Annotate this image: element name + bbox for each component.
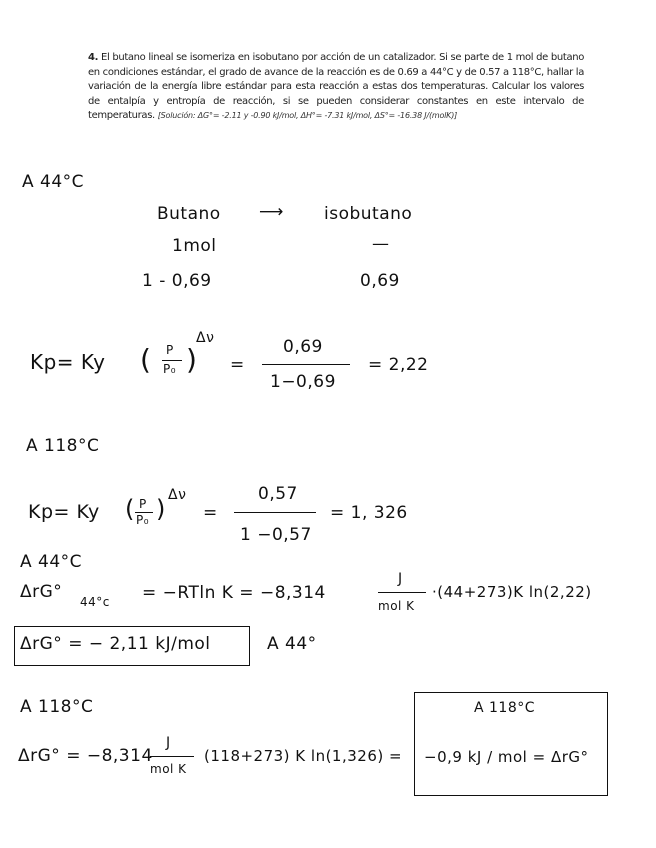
equilibrium-product: 0,69 xyxy=(360,271,400,291)
product-label: isobutano xyxy=(324,204,413,224)
kp-44-lhs: Kp= Ky xyxy=(30,350,106,374)
kp-44-fraction-bar xyxy=(262,364,350,365)
kp-118-lhs: Kp= Ky xyxy=(28,501,100,523)
kp-118-denominator: 1 −0,57 xyxy=(240,525,312,545)
dg-44-note: A 44° xyxy=(267,634,317,654)
unit-j-118: J xyxy=(166,735,171,751)
heading-118c-second: A 118°C xyxy=(20,697,94,717)
dg-118-expression: ΔrG° = −8,314 xyxy=(18,746,153,766)
heading-44c: A 44°C xyxy=(22,172,85,192)
equilibrium-reactant: 1 - 0,69 xyxy=(142,271,212,291)
kp-44-paren-open: ( xyxy=(140,343,152,376)
heading-118c: A 118°C xyxy=(26,436,100,456)
dg-44-result: ΔrG° = − 2,11 kJ/mol xyxy=(20,634,211,654)
initial-product: — xyxy=(372,234,390,254)
dg-44-tail: ·(44+273)K ln(2,22) xyxy=(432,583,592,601)
unit-molk-44: mol K xyxy=(378,599,415,613)
kp-118-result: = 1, 326 xyxy=(330,503,408,523)
dg-118-tail: (118+273) K ln(1,326) = xyxy=(204,747,403,765)
kp-44-exponent: Δν xyxy=(196,330,215,346)
unit-118-bar xyxy=(150,756,194,757)
unit-j-44: J xyxy=(398,571,403,587)
dg-118-result: −0,9 kJ / mol = ΔrG° xyxy=(424,748,589,766)
problem-number: 4. xyxy=(88,52,99,63)
problem-statement xyxy=(88,51,584,124)
problem-text: El butano lineal se isomeriza en isobutano por acción de un catalizador. Si se parte de 1 mol de butano en condiciones estándar, el grado de avance de la reacción es de 0.69 a 44°C y de 0.57 a 118°C, hallar la variación de la energía libre estándar para esta reacción a estas dos temperaturas. Calcular los valores de entalpía y entropía de reacción, si se pueden considerar constantes en este intervalo de temperaturas. xyxy=(88,52,584,122)
kp-118-p: P xyxy=(139,497,147,511)
kp-118-equals: = xyxy=(203,503,218,523)
kp-118-paren-open: ( xyxy=(125,495,135,523)
dg-44-lhs: ΔrG° xyxy=(20,582,63,602)
dg-44-expression: = −RTln K = −8,314 xyxy=(142,583,326,603)
reactant-label: Butano xyxy=(157,204,221,224)
kp-118-exponent: Δν xyxy=(168,487,187,503)
heading-44c-second: A 44°C xyxy=(20,552,83,572)
kp-44-result: = 2,22 xyxy=(368,355,429,375)
solution-note: [Solución: ΔG°= -2.11 y -0.90 kJ/mol, ΔH°= -7.31 kJ/mol, ΔS°= -16.38 J/(molK)] xyxy=(157,111,458,121)
reaction-arrow: ⟶ xyxy=(259,202,284,222)
kp-118-paren-close: ) xyxy=(156,495,166,523)
initial-reactant: 1mol xyxy=(172,236,217,256)
kp-44-denominator: 1−0,69 xyxy=(270,372,336,392)
kp-118-fraction-bar xyxy=(234,512,316,513)
box-heading-118c: A 118°C xyxy=(474,700,536,716)
kp-44-p0: P₀ xyxy=(163,362,177,376)
kp-44-p: P xyxy=(166,343,174,357)
unit-44-bar xyxy=(378,592,426,593)
unit-molk-118: mol K xyxy=(150,762,187,776)
kp-44-paren-close: ) xyxy=(186,343,198,376)
kp-118-numerator: 0,57 xyxy=(258,484,298,504)
kp-44-ratio-bar xyxy=(162,360,182,361)
dg-44-subscript: 44°c xyxy=(80,595,110,609)
kp-44-numerator: 0,69 xyxy=(283,337,323,357)
kp-118-p0: P₀ xyxy=(136,513,150,527)
kp-44-equals: = xyxy=(230,355,245,375)
